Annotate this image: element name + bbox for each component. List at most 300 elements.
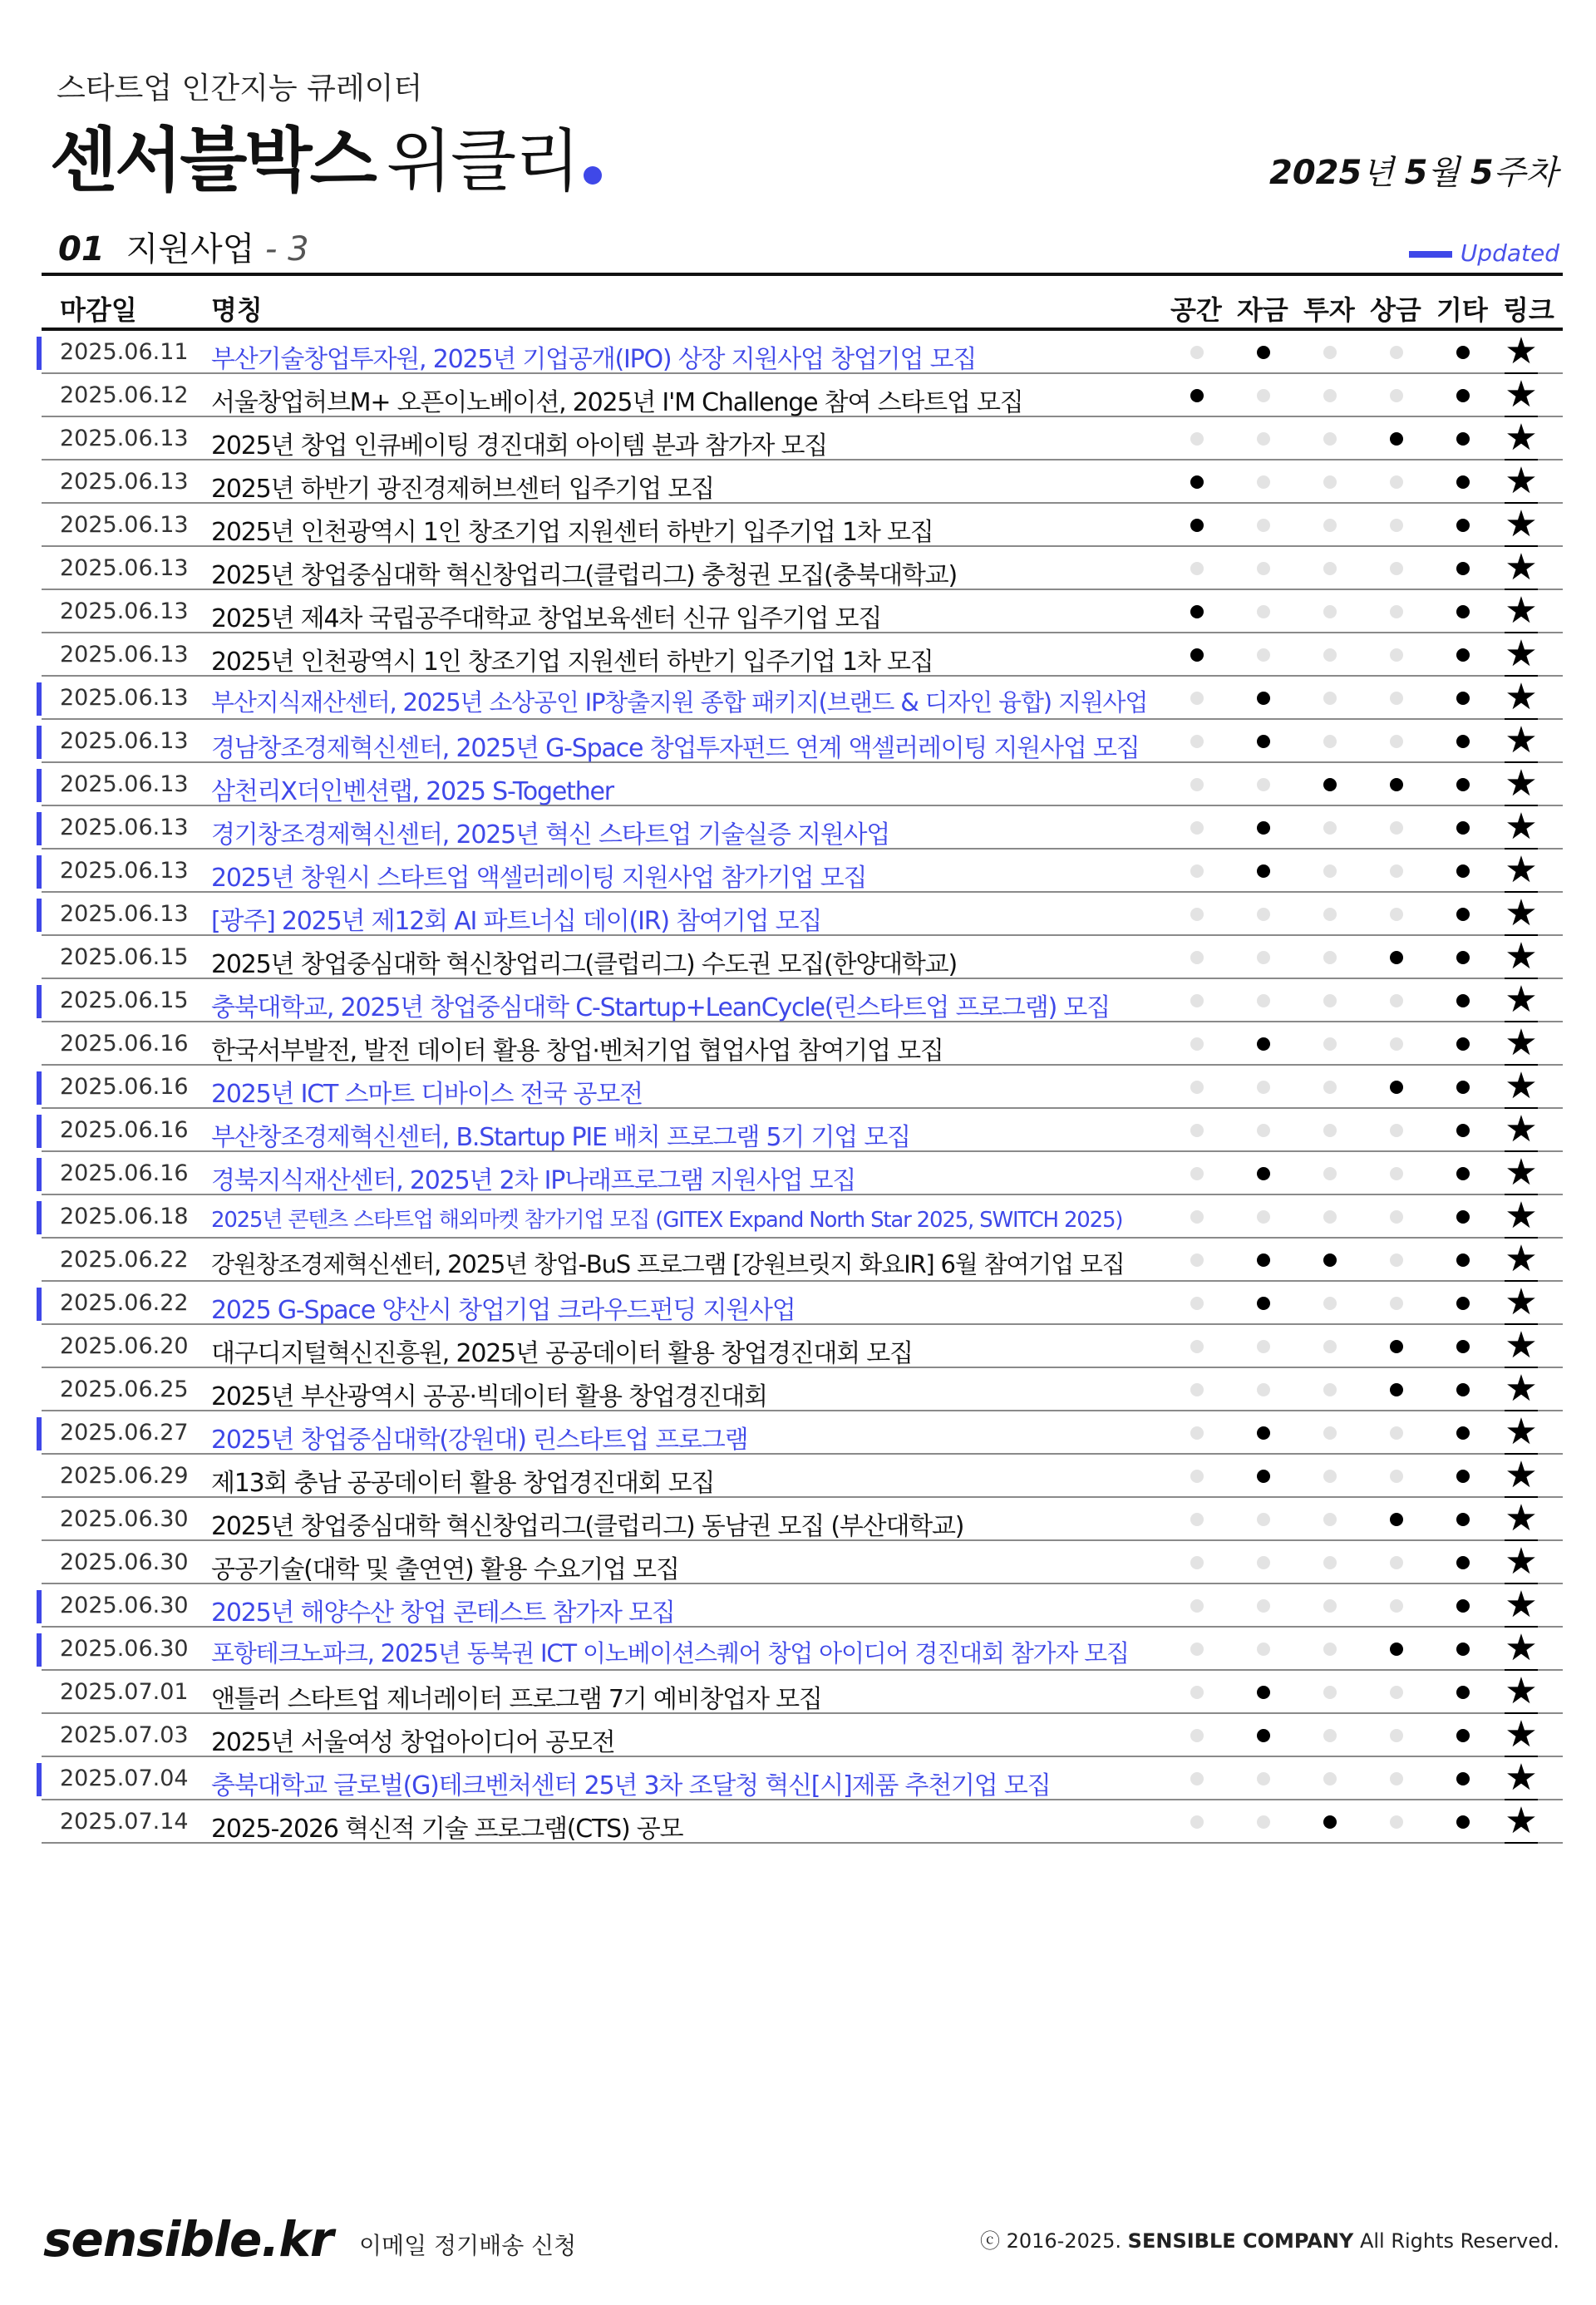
prize-dot-icon [1390, 1297, 1403, 1310]
star-icon[interactable]: ★ [1505, 1627, 1538, 1669]
program-name-cell: 2025년 서울여성 창업아이디어 공모전 [211, 1728, 615, 1757]
etc-dot-icon [1456, 1513, 1470, 1526]
invest-dot-icon [1323, 1815, 1337, 1829]
etc-dot-icon [1456, 1599, 1470, 1613]
header-title [50, 105, 602, 205]
program-name-cell: 2025년 제4차 국립공주대학교 창업보육센터 신규 입주기업 모집 [211, 604, 882, 633]
fund-dot-icon [1257, 1383, 1270, 1396]
etc-dot-icon [1456, 432, 1470, 446]
program-name-cell: 부산기술창업투자원, 2025년 기업공개(IPO) 상장 지원사업 창업기업 모집 [211, 345, 977, 374]
etc-dot-icon [1456, 1253, 1470, 1267]
etc-dot-icon [1456, 1210, 1470, 1224]
etc-dot-icon [1456, 821, 1470, 835]
etc-dot-icon [1456, 1124, 1470, 1137]
invest-dot-icon [1323, 648, 1337, 662]
deadline-cell: 2025.06.13 [60, 555, 189, 581]
fund-dot-icon [1257, 648, 1270, 662]
star-icon[interactable]: ★ [1505, 935, 1538, 978]
updated-bar-icon [1409, 251, 1452, 258]
invest-dot-icon [1323, 432, 1337, 446]
deadline-cell: 2025.06.16 [60, 1117, 189, 1143]
title-sub: 위클리 [386, 122, 579, 201]
prize-dot-icon [1390, 346, 1403, 359]
table-row [42, 893, 1563, 936]
star-icon[interactable]: ★ [1505, 1583, 1538, 1626]
program-name-cell: 충북대학교, 2025년 창업중심대학 C-Startup+LeanCycle(린스타트업 프로그램) 모집 [211, 993, 1110, 1022]
etc-dot-icon [1456, 648, 1470, 662]
invest-dot-icon [1323, 1772, 1337, 1785]
program-name-cell: 경남창조경제혁신센터, 2025년 G-Space 창업투자펀드 연계 액셀러레이팅 지원사업 모집 [211, 734, 1140, 763]
fund-dot-icon [1257, 1729, 1270, 1742]
prize-dot-icon [1390, 1426, 1403, 1440]
invest-dot-icon [1323, 475, 1337, 489]
program-name-cell: 포항테크노파크, 2025년 동북권 ICT 이노베이션스퀘어 창업 아이디어 경진대회 참가자 모집 [211, 1639, 1129, 1667]
space-dot-icon [1190, 1167, 1204, 1180]
table-row [42, 979, 1563, 1022]
deadline-cell: 2025.06.16 [60, 1074, 189, 1100]
section-heading [58, 223, 309, 270]
program-name-cell: 2025년 창업중심대학 혁신창업리그(클럽리그) 동남권 모집 (부산대학교) [211, 1512, 964, 1541]
prize-dot-icon [1390, 1772, 1403, 1785]
program-name-cell: 2025년 인천광역시 1인 창조기업 지원센터 하반기 입주기업 1차 모집 [211, 518, 933, 547]
etc-dot-icon [1456, 951, 1470, 964]
space-dot-icon [1190, 605, 1204, 618]
col-fund: 자금 [1237, 294, 1288, 326]
etc-dot-icon [1456, 1167, 1470, 1180]
fund-dot-icon [1257, 1426, 1270, 1440]
space-dot-icon [1190, 1556, 1204, 1569]
table-row [42, 1325, 1563, 1368]
table-row [42, 1800, 1563, 1844]
star-icon[interactable]: ★ [1505, 460, 1538, 502]
invest-dot-icon [1323, 1426, 1337, 1440]
prize-dot-icon [1390, 1599, 1403, 1613]
program-name-cell: 2025년 부산광역시 공공·빅데이터 활용 창업경진대회 [211, 1382, 767, 1411]
space-dot-icon [1190, 735, 1204, 748]
prize-dot-icon [1390, 562, 1403, 575]
table-body [42, 331, 1563, 1844]
etc-dot-icon [1456, 605, 1470, 618]
prize-dot-icon [1390, 908, 1403, 921]
prize-dot-icon [1390, 1253, 1403, 1267]
etc-dot-icon [1456, 1729, 1470, 1742]
etc-dot-icon [1456, 346, 1470, 359]
table-row [42, 633, 1563, 677]
space-dot-icon [1190, 908, 1204, 921]
star-icon[interactable]: ★ [1505, 373, 1538, 416]
header-subtitle: 스타트업 인간지능 큐레이터 [57, 71, 423, 106]
space-dot-icon [1190, 1340, 1204, 1353]
star-icon[interactable]: ★ [1505, 330, 1538, 372]
star-icon[interactable]: ★ [1505, 1713, 1538, 1756]
space-dot-icon [1190, 1426, 1204, 1440]
star-icon[interactable]: ★ [1505, 1454, 1538, 1496]
program-name-cell: 앤틀러 스타트업 제너레이터 프로그램 7기 예비창업자 모집 [211, 1685, 822, 1714]
deadline-cell: 2025.07.14 [60, 1809, 189, 1835]
prize-dot-icon [1390, 1470, 1403, 1483]
fund-dot-icon [1257, 1643, 1270, 1656]
prize-dot-icon [1390, 605, 1403, 618]
program-name-cell: 삼천리X더인벤션랩, 2025 S-Together [211, 777, 613, 806]
prize-dot-icon [1390, 475, 1403, 489]
invest-dot-icon [1323, 1556, 1337, 1569]
deadline-cell: 2025.06.30 [60, 1549, 189, 1575]
program-name-cell: [광주] 2025년 제12회 AI 파트너십 데이(IR) 참여기업 모집 [211, 907, 822, 936]
prize-dot-icon [1390, 1340, 1403, 1353]
space-dot-icon [1190, 562, 1204, 575]
program-name-cell: 경북지식재산센터, 2025년 2차 IP나래프로그램 지원사업 모집 [211, 1166, 856, 1195]
invest-dot-icon [1323, 1081, 1337, 1094]
space-dot-icon [1190, 519, 1204, 532]
deadline-cell: 2025.06.18 [60, 1204, 189, 1229]
invest-dot-icon [1323, 1297, 1337, 1310]
fund-dot-icon [1257, 1253, 1270, 1267]
program-name-cell: 2025년 콘텐츠 스타트업 해외마켓 참가기업 모집 (GITEX Expand North Star 2025, SWITCH 2025) [211, 1208, 1123, 1233]
etc-dot-icon [1456, 1081, 1470, 1094]
space-dot-icon [1190, 1210, 1204, 1224]
invest-dot-icon [1323, 1383, 1337, 1396]
fund-dot-icon [1257, 951, 1270, 964]
space-dot-icon [1190, 1643, 1204, 1656]
table-row [42, 374, 1563, 417]
fund-dot-icon [1257, 778, 1270, 791]
deadline-cell: 2025.06.22 [60, 1247, 189, 1273]
etc-dot-icon [1456, 1815, 1470, 1829]
program-name-cell: 부산창조경제혁신센터, B.Startup PIE 배치 프로그램 5기 기업 모집 [211, 1123, 910, 1152]
space-dot-icon [1190, 864, 1204, 878]
star-icon[interactable]: ★ [1505, 892, 1538, 934]
prize-dot-icon [1390, 951, 1403, 964]
prize-dot-icon [1390, 648, 1403, 662]
program-name-cell: 2025년 창업중심대학 혁신창업리그(클럽리그) 수도권 모집(한양대학교) [211, 950, 957, 979]
col-invest: 투자 [1303, 294, 1355, 326]
table-row [42, 1195, 1563, 1239]
copyright: ⓒ 2016-2025. SENSIBLE COMPANY All Rights Reserved. [979, 2229, 1559, 2253]
star-icon[interactable]: ★ [1505, 589, 1538, 632]
space-dot-icon [1190, 1815, 1204, 1829]
etc-dot-icon [1456, 1470, 1470, 1483]
prize-dot-icon [1390, 519, 1403, 532]
fund-dot-icon [1257, 864, 1270, 878]
table-row [42, 1282, 1563, 1325]
table-row [42, 1066, 1563, 1109]
invest-dot-icon [1323, 1686, 1337, 1699]
invest-dot-icon [1323, 778, 1337, 791]
deadline-cell: 2025.06.16 [60, 1031, 189, 1056]
star-icon[interactable]: ★ [1505, 1238, 1538, 1280]
prize-dot-icon [1390, 1081, 1403, 1094]
section-number: 01 [58, 230, 105, 268]
table-row [42, 763, 1563, 806]
space-dot-icon [1190, 994, 1204, 1007]
subscribe-link[interactable]: 이메일 정기배송 신청 [359, 2232, 577, 2259]
table-row [42, 677, 1563, 720]
title-dot-icon [584, 166, 602, 185]
fund-dot-icon [1257, 1081, 1270, 1094]
invest-dot-icon [1323, 605, 1337, 618]
prize-dot-icon [1390, 1037, 1403, 1051]
footer-brand[interactable]: sensible.kr [43, 2211, 333, 2268]
star-icon[interactable]: ★ [1505, 1194, 1538, 1237]
prize-dot-icon [1390, 735, 1403, 748]
fund-dot-icon [1257, 908, 1270, 921]
table-row [42, 1757, 1563, 1800]
deadline-cell: 2025.07.01 [60, 1679, 189, 1705]
space-dot-icon [1190, 475, 1204, 489]
etc-dot-icon [1456, 1340, 1470, 1353]
star-icon[interactable]: ★ [1505, 546, 1538, 589]
program-name-cell: 공공기술(대학 및 출연연) 활용 수요기업 모집 [211, 1555, 679, 1584]
program-name-cell: 2025년 하반기 광진경제허브센터 입주기업 모집 [211, 475, 714, 504]
deadline-cell: 2025.06.22 [60, 1290, 189, 1316]
etc-dot-icon [1456, 389, 1470, 402]
table-row [42, 1022, 1563, 1066]
star-icon[interactable]: ★ [1505, 1108, 1538, 1150]
fund-dot-icon [1257, 1167, 1270, 1180]
table-row [42, 504, 1563, 547]
invest-dot-icon [1323, 389, 1337, 402]
prize-dot-icon [1390, 1686, 1403, 1699]
table-row [42, 850, 1563, 893]
etc-dot-icon [1456, 1686, 1470, 1699]
etc-dot-icon [1456, 778, 1470, 791]
fund-dot-icon [1257, 994, 1270, 1007]
star-icon[interactable]: ★ [1505, 1324, 1538, 1367]
etc-dot-icon [1456, 1297, 1470, 1310]
col-space: 공간 [1170, 294, 1222, 326]
star-icon[interactable]: ★ [1505, 978, 1538, 1021]
star-icon[interactable]: ★ [1505, 762, 1538, 805]
star-icon[interactable]: ★ [1505, 416, 1538, 459]
deadline-cell: 2025.06.16 [60, 1160, 189, 1186]
deadline-cell: 2025.06.13 [60, 815, 189, 840]
invest-dot-icon [1323, 1167, 1337, 1180]
star-icon[interactable]: ★ [1505, 1065, 1538, 1107]
etc-dot-icon [1456, 908, 1470, 921]
fund-dot-icon [1257, 1124, 1270, 1137]
table-row [42, 1584, 1563, 1628]
col-etc: 기타 [1436, 294, 1488, 326]
deadline-cell: 2025.06.13 [60, 469, 189, 495]
prize-dot-icon [1390, 1556, 1403, 1569]
invest-dot-icon [1323, 994, 1337, 1007]
deadline-cell: 2025.06.11 [60, 339, 189, 365]
space-dot-icon [1190, 1599, 1204, 1613]
invest-dot-icon [1323, 821, 1337, 835]
deadline-cell: 2025.06.13 [60, 512, 189, 538]
prize-dot-icon [1390, 778, 1403, 791]
invest-dot-icon [1323, 864, 1337, 878]
deadline-cell: 2025.06.30 [60, 1506, 189, 1532]
invest-dot-icon [1323, 1643, 1337, 1656]
etc-dot-icon [1456, 994, 1470, 1007]
star-icon[interactable]: ★ [1505, 1411, 1538, 1453]
star-icon[interactable]: ★ [1505, 719, 1538, 761]
col-link: 링크 [1503, 294, 1554, 326]
star-icon[interactable]: ★ [1505, 503, 1538, 545]
etc-dot-icon [1456, 692, 1470, 705]
etc-dot-icon [1456, 1772, 1470, 1785]
star-icon[interactable]: ★ [1505, 1800, 1538, 1842]
invest-dot-icon [1323, 1037, 1337, 1051]
invest-dot-icon [1323, 692, 1337, 705]
prize-dot-icon [1390, 994, 1403, 1007]
star-icon[interactable]: ★ [1505, 1540, 1538, 1583]
invest-dot-icon [1323, 1340, 1337, 1353]
col-name: 명칭 [211, 294, 263, 326]
invest-dot-icon [1323, 1729, 1337, 1742]
deadline-cell: 2025.06.15 [60, 944, 189, 970]
fund-dot-icon [1257, 1686, 1270, 1699]
fund-dot-icon [1257, 1210, 1270, 1224]
program-name-cell: 충북대학교 글로벌(G)테크벤처센터 25년 3차 조달청 혁신[시]제품 추천기업 모집 [211, 1771, 1051, 1800]
invest-dot-icon [1323, 951, 1337, 964]
fund-dot-icon [1257, 692, 1270, 705]
deadline-cell: 2025.06.13 [60, 598, 189, 624]
deadline-cell: 2025.06.13 [60, 771, 189, 797]
etc-dot-icon [1456, 1426, 1470, 1440]
star-icon[interactable]: ★ [1505, 805, 1538, 848]
star-icon[interactable]: ★ [1505, 1756, 1538, 1799]
invest-dot-icon [1323, 735, 1337, 748]
etc-dot-icon [1456, 864, 1470, 878]
deadline-cell: 2025.07.03 [60, 1722, 189, 1748]
deadline-cell: 2025.06.13 [60, 728, 189, 754]
deadline-cell: 2025.06.13 [60, 901, 189, 927]
star-icon[interactable]: ★ [1505, 1151, 1538, 1194]
table-row [42, 1152, 1563, 1195]
fund-dot-icon [1257, 1556, 1270, 1569]
deadline-cell: 2025.06.27 [60, 1420, 189, 1446]
table-row [42, 720, 1563, 763]
fund-dot-icon [1257, 519, 1270, 532]
section-title: 지원사업 [126, 230, 255, 268]
table-row [42, 331, 1563, 374]
deadline-cell: 2025.06.12 [60, 382, 189, 408]
deadline-cell: 2025.06.20 [60, 1333, 189, 1359]
etc-dot-icon [1456, 1383, 1470, 1396]
table-row [42, 1498, 1563, 1541]
space-dot-icon [1190, 1253, 1204, 1267]
table-row [42, 1109, 1563, 1152]
star-icon[interactable]: ★ [1505, 1281, 1538, 1323]
program-name-cell: 2025년 창업중심대학 혁신창업리그(클럽리그) 충청권 모집(충북대학교) [211, 561, 957, 590]
deadline-cell: 2025.06.30 [60, 1636, 189, 1662]
fund-dot-icon [1257, 562, 1270, 575]
space-dot-icon [1190, 1772, 1204, 1785]
invest-dot-icon [1323, 908, 1337, 921]
program-name-cell: 2025년 창원시 스타트업 액셀러레이팅 지원사업 참가기업 모집 [211, 864, 867, 893]
invest-dot-icon [1323, 1253, 1337, 1267]
fund-dot-icon [1257, 605, 1270, 618]
table-row [42, 1455, 1563, 1498]
table-header [42, 273, 1563, 331]
program-name-cell: 부산지식재산센터, 2025년 소상공인 IP창출지원 종합 패키지(브랜드 & 디자인 융합) 지원사업 [211, 688, 1148, 717]
table-row [42, 461, 1563, 504]
fund-dot-icon [1257, 1340, 1270, 1353]
space-dot-icon [1190, 346, 1204, 359]
star-icon[interactable]: ★ [1505, 676, 1538, 718]
program-name-cell: 2025년 ICT 스마트 디바이스 전국 공모전 [211, 1080, 643, 1109]
program-name-cell: 2025년 해양수산 창업 콘테스트 참가자 모집 [211, 1598, 675, 1628]
fund-dot-icon [1257, 1297, 1270, 1310]
table-row [42, 590, 1563, 633]
fund-dot-icon [1257, 432, 1270, 446]
deadline-cell: 2025.06.30 [60, 1593, 189, 1618]
space-dot-icon [1190, 1513, 1204, 1526]
space-dot-icon [1190, 1383, 1204, 1396]
table-row [42, 936, 1563, 979]
table-row [42, 1628, 1563, 1671]
star-icon[interactable]: ★ [1505, 849, 1538, 891]
program-table [42, 273, 1563, 1844]
deadline-cell: 2025.06.29 [60, 1463, 189, 1489]
fund-dot-icon [1257, 1599, 1270, 1613]
prize-dot-icon [1390, 1383, 1403, 1396]
deadline-cell: 2025.06.13 [60, 426, 189, 451]
fund-dot-icon [1257, 1815, 1270, 1829]
program-name-cell: 한국서부발전, 발전 데이터 활용 창업·벤처기업 협업사업 참여기업 모집 [211, 1037, 943, 1066]
fund-dot-icon [1257, 735, 1270, 748]
star-icon[interactable]: ★ [1505, 1670, 1538, 1712]
space-dot-icon [1190, 1081, 1204, 1094]
space-dot-icon [1190, 432, 1204, 446]
program-name-cell: 2025년 인천광역시 1인 창조기업 지원센터 하반기 입주기업 1차 모집 [211, 648, 933, 677]
fund-dot-icon [1257, 389, 1270, 402]
space-dot-icon [1190, 1470, 1204, 1483]
space-dot-icon [1190, 648, 1204, 662]
space-dot-icon [1190, 951, 1204, 964]
deadline-cell: 2025.06.25 [60, 1377, 189, 1402]
star-icon[interactable]: ★ [1505, 1497, 1538, 1539]
etc-dot-icon [1456, 1037, 1470, 1051]
prize-dot-icon [1390, 1815, 1403, 1829]
star-icon[interactable]: ★ [1505, 1022, 1538, 1064]
table-row [42, 1541, 1563, 1584]
prize-dot-icon [1390, 1513, 1403, 1526]
table-row [42, 806, 1563, 850]
program-name-cell: 2025년 창업중심대학(강원대) 린스타트업 프로그램 [211, 1426, 748, 1455]
fund-dot-icon [1257, 1513, 1270, 1526]
space-dot-icon [1190, 1729, 1204, 1742]
prize-dot-icon [1390, 1729, 1403, 1742]
prize-dot-icon [1390, 1124, 1403, 1137]
deadline-cell: 2025.06.13 [60, 642, 189, 667]
etc-dot-icon [1456, 519, 1470, 532]
program-name-cell: 2025-2026 혁신적 기술 프로그램(CTS) 공모 [211, 1815, 683, 1844]
star-icon[interactable]: ★ [1505, 1367, 1538, 1410]
invest-dot-icon [1323, 1513, 1337, 1526]
etc-dot-icon [1456, 475, 1470, 489]
fund-dot-icon [1257, 475, 1270, 489]
program-name-cell: 강원창조경제혁신센터, 2025년 창업-BuS 프로그램 [강원브릿지 화요IR] 6월 참여기업 모집 [211, 1250, 1125, 1278]
invest-dot-icon [1323, 1210, 1337, 1224]
prize-dot-icon [1390, 389, 1403, 402]
prize-dot-icon [1390, 864, 1403, 878]
section-suffix: - 3 [264, 230, 309, 268]
fund-dot-icon [1257, 1037, 1270, 1051]
deadline-cell: 2025.07.04 [60, 1766, 189, 1791]
star-icon[interactable]: ★ [1505, 633, 1538, 675]
deadline-cell: 2025.06.15 [60, 988, 189, 1013]
fund-dot-icon [1257, 821, 1270, 835]
etc-dot-icon [1456, 1556, 1470, 1569]
table-row [42, 1239, 1563, 1282]
fund-dot-icon [1257, 1772, 1270, 1785]
invest-dot-icon [1323, 562, 1337, 575]
etc-dot-icon [1456, 1643, 1470, 1656]
title-main: 센서블박스 [50, 120, 375, 201]
